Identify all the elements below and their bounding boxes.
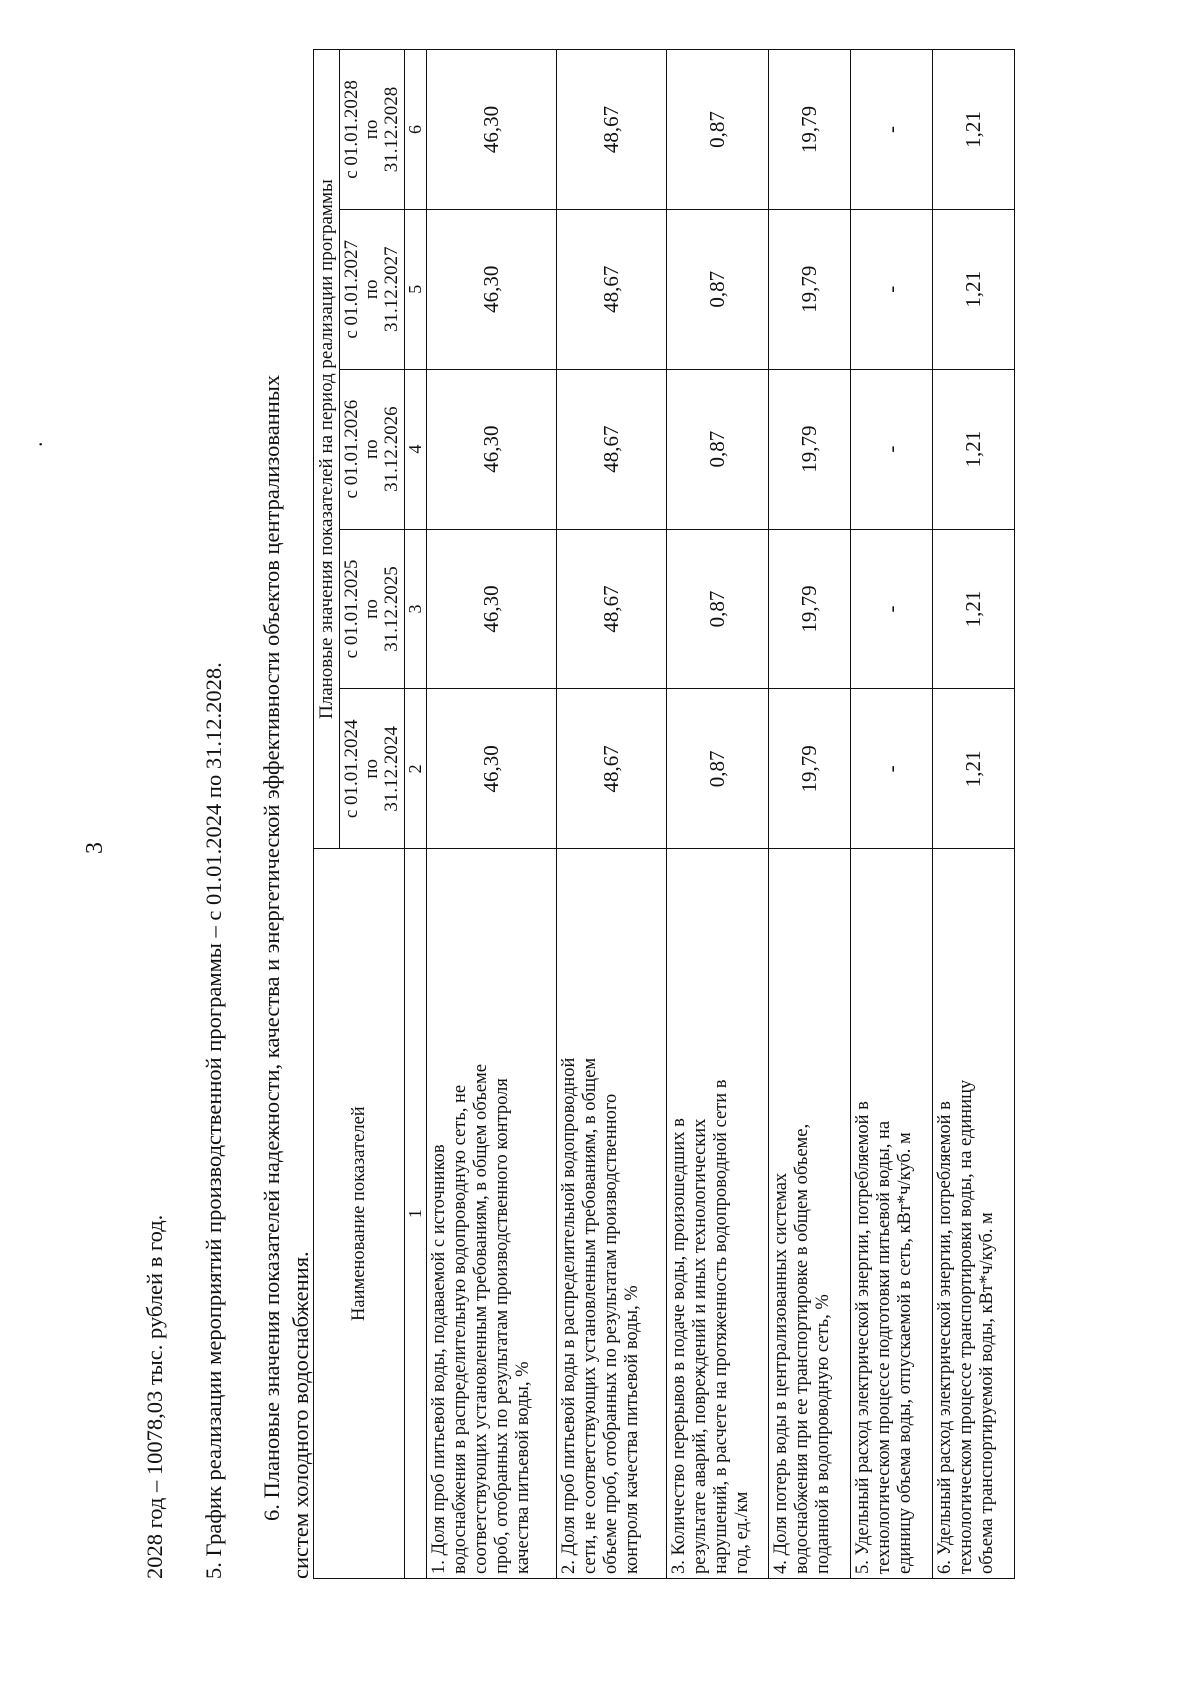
- column-number: 5: [405, 209, 427, 369]
- table-row: [427, 50, 557, 1579]
- indicator-name: 4. Доля потерь воды в централизованных системах водоснабжения при ее транспортировке в общем объеме, поданной в водопроводную сеть, %: [769, 849, 851, 1579]
- value-cell: 1,21: [933, 209, 1015, 369]
- column-number: 2: [405, 689, 427, 849]
- column-number: 6: [405, 50, 427, 210]
- value-cell: 1,21: [933, 369, 1015, 529]
- indicator-name: 3. Количество перерывов в подаче воды, произошедших в результате аварий, повреждений и иных технологических нарушений, в расчете на протяженность водопроводной сети в год, ед./км: [667, 849, 769, 1579]
- indicators-paragraph-line1: 6. Плановые значения показателей надежности, качества и энергетической эффективности объектов централизованных: [259, 374, 284, 1521]
- indicator-name: 5. Удельный расход электрической энергии, потребляемой в технологическом процессе подготовки питьевой воды, на единицу объема воды, отпускаемой в сеть, кВт*ч/куб. м: [851, 849, 933, 1579]
- period-header-2028: с 01.01.2028 по 31.12.2028: [340, 50, 405, 210]
- value-cell: -: [851, 529, 933, 689]
- schedule-paragraph: 5. График реализации мероприятий производственной программы – с 01.01.2024 по 31.12.2028.: [201, 662, 226, 1579]
- value-cell: 0,87: [667, 209, 769, 369]
- name-column-header: Наименование показателей: [314, 849, 405, 1579]
- page-number: 3: [82, 842, 108, 854]
- value-cell: 48,67: [557, 50, 667, 210]
- value-cell: 48,67: [557, 689, 667, 849]
- planned-values-header: Плановые значения показателей на период реализации программы: [314, 50, 340, 849]
- value-cell: 46,30: [427, 369, 557, 529]
- indicators-table: [313, 49, 1015, 1579]
- value-cell: -: [851, 50, 933, 210]
- period-header-2024: с 01.01.2024 по 31.12.2024: [340, 689, 405, 849]
- indicator-name: 1. Доля проб питьевой воды, подаваемой с источников водоснабжения в распределительную водопроводную сеть, не соответствующих установленным требованиям, в общем объеме проб, отобранных по результатам производственного контроля качества питьевой воды, %: [427, 849, 557, 1579]
- value-cell: 1,21: [933, 529, 1015, 689]
- table-row: [667, 50, 769, 1579]
- column-number: 4: [405, 369, 427, 529]
- column-numbers-row: [405, 50, 427, 1579]
- value-cell: 46,30: [427, 50, 557, 210]
- column-number: 1: [405, 849, 427, 1579]
- value-cell: 0,87: [667, 369, 769, 529]
- table-row: [557, 50, 667, 1579]
- value-cell: 19,79: [769, 50, 851, 210]
- value-cell: 0,87: [667, 689, 769, 849]
- stray-mark: .: [22, 441, 47, 447]
- table-row: [769, 50, 851, 1579]
- value-cell: 0,87: [667, 529, 769, 689]
- value-cell: 46,30: [427, 209, 557, 369]
- value-cell: 1,21: [933, 50, 1015, 210]
- column-number: 3: [405, 529, 427, 689]
- value-cell: 1,21: [933, 689, 1015, 849]
- period-header-2026: с 01.01.2026 по 31.12.2026: [340, 369, 405, 529]
- value-cell: 19,79: [769, 209, 851, 369]
- value-cell: -: [851, 369, 933, 529]
- table-row: [933, 50, 1015, 1579]
- indicator-name: 6. Удельный расход электрической энергии, потребляемой в технологическом процессе транспортировки воды, на единицу объема транспортируемой воды, кВт*ч/куб. м: [933, 849, 1015, 1579]
- value-cell: 48,67: [557, 209, 667, 369]
- value-cell: 46,30: [427, 689, 557, 849]
- value-cell: 19,79: [769, 689, 851, 849]
- value-cell: 0,87: [667, 50, 769, 210]
- value-cell: 48,67: [557, 529, 667, 689]
- table-row: [851, 50, 933, 1579]
- indicators-paragraph-line2: систем холодного водоснабжения.: [288, 1251, 313, 1579]
- value-cell: -: [851, 209, 933, 369]
- value-cell: -: [851, 689, 933, 849]
- value-cell: 48,67: [557, 369, 667, 529]
- period-header-2025: с 01.01.2025 по 31.12.2025: [340, 529, 405, 689]
- period-header-2027: с 01.01.2027 по 31.12.2027: [340, 209, 405, 369]
- text-2028-line: 2028 год – 10078,03 тыс. рублей в год.: [142, 1214, 167, 1579]
- value-cell: 46,30: [427, 529, 557, 689]
- value-cell: 19,79: [769, 369, 851, 529]
- value-cell: 19,79: [769, 529, 851, 689]
- indicator-name: 2. Доля проб питьевой воды в распределительной водопроводной сети, не соответствующих установленным требованиям, в общем объеме проб, отобранных по результатам производственного контроля качества питьевой воды, %: [557, 849, 667, 1579]
